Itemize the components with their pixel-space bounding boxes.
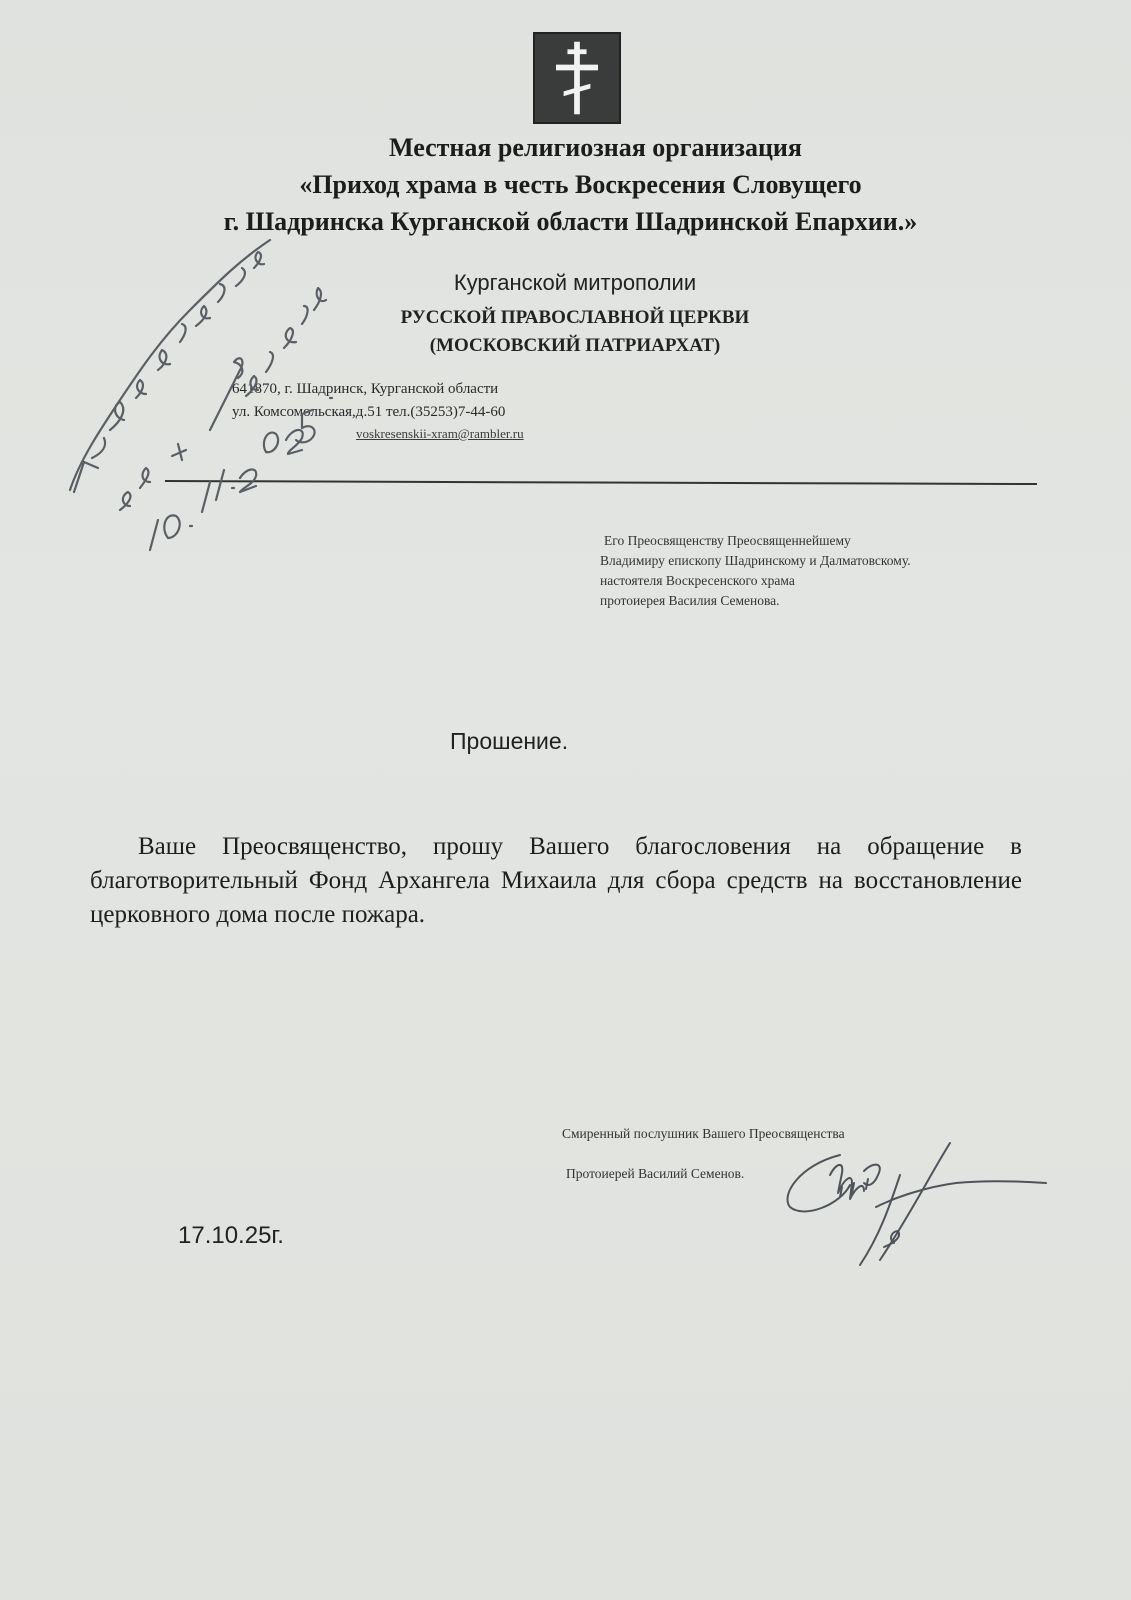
church-name-line1: РУССКОЙ ПРАВОСЛАВНОЙ ЦЕРКВИ xyxy=(400,307,750,328)
org-name-line3: г. Шадринска Курганской области Шадринской Епархии.» xyxy=(223,207,918,236)
document-body: Ваше Преосвященство, прошу Вашего благословения на обращение в благотворительный Фонд Архангела Михаила для сбора средств на восстановление церковного дома после пожара. xyxy=(90,833,1022,928)
handwritten-resolution xyxy=(40,230,360,570)
addressee-line4: протоиерея Василия Семенова. xyxy=(600,593,780,608)
addressee-line2: Владимиру епископу Шадринскому и Далматовскому. xyxy=(600,553,911,568)
org-name-line1: Местная религиозная организация xyxy=(389,133,802,162)
address-line2: ул. Комсомольская,д.51 тел.(35253)7-44-60 xyxy=(232,404,506,420)
org-name-line2: «Приход храма в честь Воскресения Словущего xyxy=(299,170,862,199)
metropolis-label: Курганской митрополии xyxy=(453,270,697,295)
handwritten-signature xyxy=(780,1135,1060,1295)
addressee-line1: Его Преосвященству Преосвященнейшему xyxy=(604,533,851,548)
header-divider xyxy=(165,480,1037,485)
cross-graphic xyxy=(535,34,619,122)
document-title: Прошение. xyxy=(450,728,569,754)
document-date: 17.10.25г. xyxy=(178,1222,284,1249)
closing-line1: Смиренный послушник Вашего Преосвященства xyxy=(562,1126,845,1141)
address-line1: 641870, г. Шадринск, Курганской области xyxy=(232,381,499,397)
church-name-line2: (МОСКОВСКИЙ ПАТРИАРХАТ) xyxy=(429,335,721,356)
orthodox-cross-icon xyxy=(533,32,621,124)
closing-line2: Протоиерей Василий Семенов. xyxy=(566,1166,745,1181)
addressee-line3: настоятеля Воскресенского храма xyxy=(600,573,795,588)
email-link: voskresenskii-xram@rambler.ru xyxy=(356,426,524,441)
